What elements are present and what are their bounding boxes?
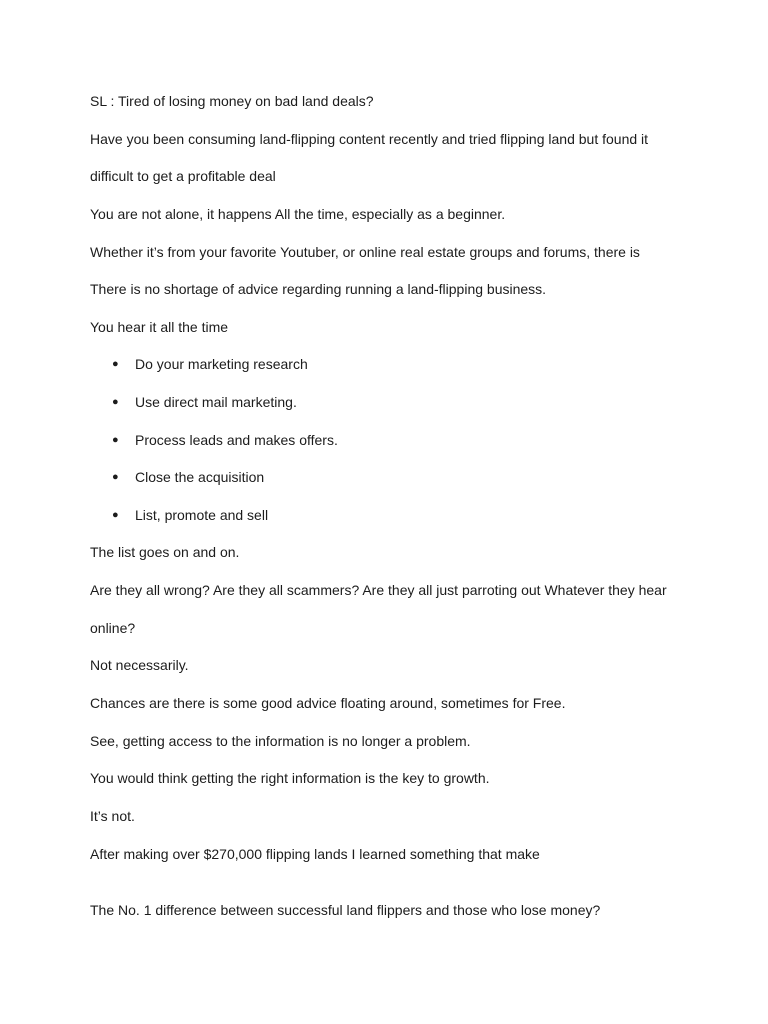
list-item <box>112 505 268 525</box>
list-item <box>112 430 338 450</box>
paragraph-line: Have you been consuming land-flipping content recently and tried flipping land but found it <box>90 131 649 147</box>
list-item-text: Do your marketing research <box>135 356 308 372</box>
bullet-icon: ● <box>112 434 119 446</box>
paragraph-line: The list goes on and on. <box>90 544 240 560</box>
paragraph-line: After making over $270,000 flipping lands I learned something that make <box>90 846 540 862</box>
list-item <box>112 467 264 487</box>
paragraph-line: difficult to get a profitable deal <box>90 168 276 184</box>
list-item-text: Use direct mail marketing. <box>135 394 297 410</box>
bullet-icon: ● <box>112 509 119 521</box>
paragraph-line: You hear it all the time <box>90 319 229 335</box>
subject-line: SL : Tired of losing money on bad land deals? <box>90 93 374 109</box>
paragraph-line: online? <box>90 620 136 636</box>
list-item-text: List, promote and sell <box>135 507 269 523</box>
paragraph-line: You would think getting the right information is the key to growth. <box>90 770 490 786</box>
list-item <box>112 354 308 374</box>
bullet-icon: ● <box>112 358 119 370</box>
paragraph-line: The No. 1 difference between successful land flippers and those who lose money? <box>90 902 601 918</box>
paragraph-line: Not necessarily. <box>90 657 189 673</box>
list-item-text: Process leads and makes offers. <box>135 432 338 448</box>
paragraph-line: You are not alone, it happens All the time, especially as a beginner. <box>90 206 506 222</box>
list-item <box>112 392 297 412</box>
paragraph-line: Whether it’s from your favorite Youtuber, or online real estate groups and forums, there is <box>90 244 640 260</box>
list-item-text: Close the acquisition <box>135 469 265 485</box>
paragraph-line: Are they all wrong? Are they all scammers? Are they all just parroting out Whatever they hear <box>90 582 667 598</box>
paragraph-line: It’s not. <box>90 808 135 824</box>
paragraph-line: There is no shortage of advice regarding running a land-flipping business. <box>90 281 547 297</box>
bullet-icon: ● <box>112 396 119 408</box>
paragraph-line: Chances are there is some good advice floating around, sometimes for Free. <box>90 695 566 711</box>
bullet-icon: ● <box>112 471 119 483</box>
paragraph-line: See, getting access to the information is no longer a problem. <box>90 733 471 749</box>
